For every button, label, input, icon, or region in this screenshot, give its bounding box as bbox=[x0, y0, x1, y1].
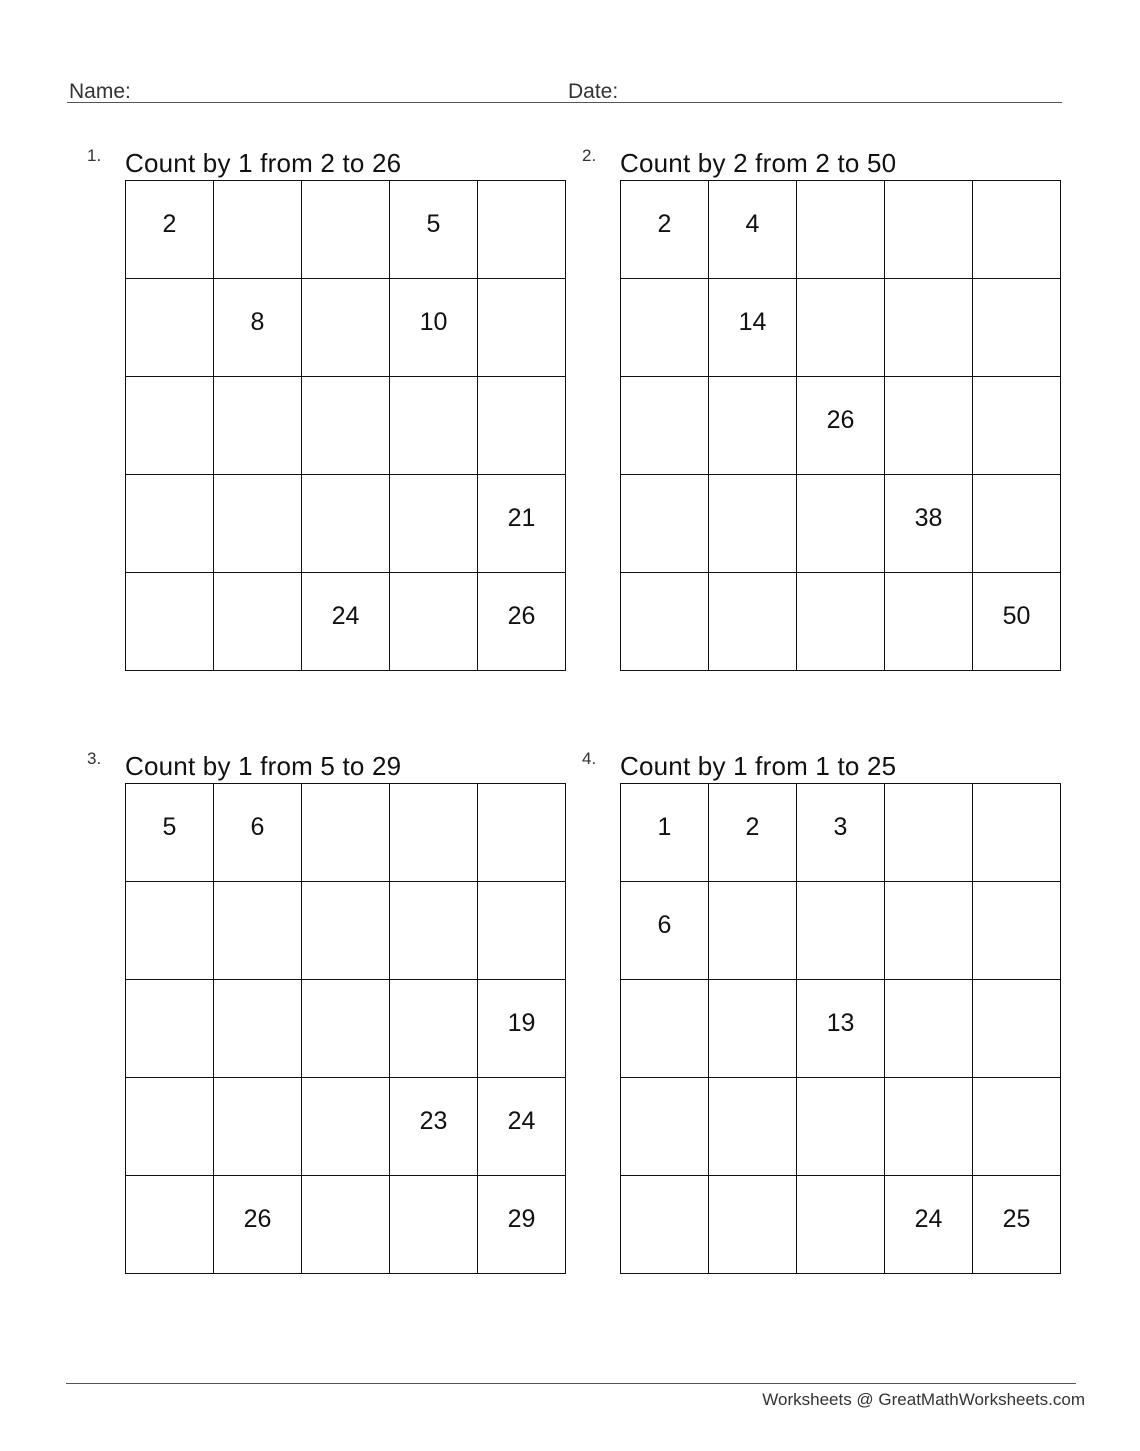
problem-title: Count by 1 from 1 to 25 bbox=[620, 751, 897, 781]
counting-grid bbox=[125, 180, 566, 671]
problem-number: 1. bbox=[87, 146, 102, 165]
grid-cell-blank[interactable] bbox=[885, 784, 973, 882]
grid-cell-blank[interactable] bbox=[885, 1078, 973, 1176]
grid-row bbox=[126, 980, 566, 1078]
footer-divider bbox=[66, 1383, 1076, 1384]
grid-cell-blank[interactable] bbox=[709, 882, 797, 980]
grid-cell-blank[interactable] bbox=[797, 573, 885, 671]
grid-cell-blank[interactable] bbox=[214, 573, 302, 671]
date-label: Date: bbox=[568, 80, 619, 103]
grid-row bbox=[126, 279, 566, 377]
grid-cell: 6 bbox=[214, 784, 302, 882]
grid-cell-blank[interactable] bbox=[478, 784, 566, 882]
grid-cell-blank[interactable] bbox=[621, 1078, 709, 1176]
grid-cell-blank[interactable] bbox=[973, 475, 1061, 573]
grid-cell-blank[interactable] bbox=[973, 377, 1061, 475]
grid-cell-blank[interactable] bbox=[621, 475, 709, 573]
grid-cell-blank[interactable] bbox=[390, 882, 478, 980]
grid-cell: 50 bbox=[973, 573, 1061, 671]
grid-row bbox=[621, 1176, 1061, 1274]
grid-cell: 2 bbox=[621, 181, 709, 279]
counting-grid bbox=[125, 783, 566, 1274]
grid-cell-blank[interactable] bbox=[885, 980, 973, 1078]
grid-cell-blank[interactable] bbox=[302, 279, 390, 377]
grid-cell: 6 bbox=[621, 882, 709, 980]
grid-cell: 19 bbox=[478, 980, 566, 1078]
grid-row bbox=[621, 279, 1061, 377]
grid-cell-blank[interactable] bbox=[709, 475, 797, 573]
grid-cell-blank[interactable] bbox=[126, 377, 214, 475]
grid-cell: 25 bbox=[973, 1176, 1061, 1274]
grid-cell: 10 bbox=[390, 279, 478, 377]
grid-cell: 1 bbox=[621, 784, 709, 882]
grid-cell-blank[interactable] bbox=[709, 573, 797, 671]
grid-cell: 38 bbox=[885, 475, 973, 573]
grid-cell-blank[interactable] bbox=[302, 475, 390, 573]
grid-cell-blank[interactable] bbox=[709, 377, 797, 475]
grid-row bbox=[126, 1078, 566, 1176]
grid-cell-blank[interactable] bbox=[214, 377, 302, 475]
grid-cell-blank[interactable] bbox=[797, 475, 885, 573]
grid-cell-blank[interactable] bbox=[797, 882, 885, 980]
grid-cell-blank[interactable] bbox=[214, 980, 302, 1078]
grid-cell-blank[interactable] bbox=[390, 475, 478, 573]
grid-cell-blank[interactable] bbox=[126, 279, 214, 377]
grid-cell-blank[interactable] bbox=[126, 1078, 214, 1176]
grid-cell: 2 bbox=[709, 784, 797, 882]
grid-cell: 23 bbox=[390, 1078, 478, 1176]
grid-cell-blank[interactable] bbox=[302, 784, 390, 882]
grid-cell-blank[interactable] bbox=[709, 1078, 797, 1176]
grid-cell: 24 bbox=[478, 1078, 566, 1176]
grid-row bbox=[621, 377, 1061, 475]
grid-row bbox=[126, 882, 566, 980]
footer-credit: Worksheets @ GreatMathWorksheets.com bbox=[762, 1390, 1085, 1409]
grid-cell: 2 bbox=[126, 181, 214, 279]
grid-cell-blank[interactable] bbox=[302, 1176, 390, 1274]
grid-cell-blank[interactable] bbox=[478, 377, 566, 475]
grid-cell-blank[interactable] bbox=[885, 377, 973, 475]
grid-row bbox=[621, 573, 1061, 671]
grid-cell-blank[interactable] bbox=[126, 1176, 214, 1274]
grid-cell-blank[interactable] bbox=[302, 1078, 390, 1176]
grid-row bbox=[621, 181, 1061, 279]
header-divider bbox=[67, 102, 1062, 103]
counting-grid bbox=[620, 783, 1061, 1274]
grid-cell-blank[interactable] bbox=[621, 573, 709, 671]
grid-cell-blank[interactable] bbox=[885, 181, 973, 279]
grid-row bbox=[126, 573, 566, 671]
grid-cell-blank[interactable] bbox=[302, 980, 390, 1078]
grid-cell-blank[interactable] bbox=[797, 1078, 885, 1176]
grid-cell-blank[interactable] bbox=[621, 980, 709, 1078]
grid-cell: 26 bbox=[478, 573, 566, 671]
grid-cell-blank[interactable] bbox=[621, 279, 709, 377]
problem-number: 2. bbox=[582, 146, 597, 165]
grid-cell-blank[interactable] bbox=[797, 279, 885, 377]
grid-cell: 5 bbox=[390, 181, 478, 279]
grid-cell: 13 bbox=[797, 980, 885, 1078]
grid-cell-blank[interactable] bbox=[302, 181, 390, 279]
grid-row bbox=[621, 1078, 1061, 1176]
grid-row bbox=[621, 475, 1061, 573]
grid-cell-blank[interactable] bbox=[390, 573, 478, 671]
grid-cell: 14 bbox=[709, 279, 797, 377]
grid-cell-blank[interactable] bbox=[973, 279, 1061, 377]
grid-cell-blank[interactable] bbox=[126, 573, 214, 671]
grid-cell-blank[interactable] bbox=[126, 475, 214, 573]
grid-cell-blank[interactable] bbox=[973, 181, 1061, 279]
grid-cell-blank[interactable] bbox=[621, 377, 709, 475]
counting-grid bbox=[620, 180, 1061, 671]
problem-title: Count by 2 from 2 to 50 bbox=[620, 148, 897, 178]
grid-cell-blank[interactable] bbox=[302, 377, 390, 475]
grid-cell: 3 bbox=[797, 784, 885, 882]
grid-cell-blank[interactable] bbox=[885, 573, 973, 671]
grid-cell-blank[interactable] bbox=[214, 181, 302, 279]
problem-number: 4. bbox=[582, 749, 597, 768]
grid-cell-blank[interactable] bbox=[973, 980, 1061, 1078]
grid-cell-blank[interactable] bbox=[302, 882, 390, 980]
grid-cell: 4 bbox=[709, 181, 797, 279]
name-label: Name: bbox=[69, 80, 131, 103]
grid-cell-blank[interactable] bbox=[797, 1176, 885, 1274]
grid-cell-blank[interactable] bbox=[621, 1176, 709, 1274]
grid-cell: 29 bbox=[478, 1176, 566, 1274]
grid-row bbox=[126, 784, 566, 882]
grid-cell-blank[interactable] bbox=[478, 181, 566, 279]
grid-cell-blank[interactable] bbox=[709, 1176, 797, 1274]
grid-cell: 8 bbox=[214, 279, 302, 377]
grid-row bbox=[126, 475, 566, 573]
grid-cell-blank[interactable] bbox=[390, 377, 478, 475]
grid-row bbox=[126, 1176, 566, 1274]
problem-number: 3. bbox=[87, 749, 102, 768]
grid-cell-blank[interactable] bbox=[885, 279, 973, 377]
grid-cell-blank[interactable] bbox=[973, 784, 1061, 882]
grid-cell-blank[interactable] bbox=[973, 1078, 1061, 1176]
grid-row bbox=[621, 784, 1061, 882]
grid-cell: 26 bbox=[797, 377, 885, 475]
grid-cell-blank[interactable] bbox=[709, 980, 797, 1078]
grid-cell-blank[interactable] bbox=[126, 882, 214, 980]
grid-cell-blank[interactable] bbox=[214, 475, 302, 573]
problem-title: Count by 1 from 2 to 26 bbox=[125, 148, 402, 178]
grid-cell-blank[interactable] bbox=[797, 181, 885, 279]
grid-cell-blank[interactable] bbox=[478, 882, 566, 980]
grid-cell-blank[interactable] bbox=[390, 784, 478, 882]
grid-cell-blank[interactable] bbox=[126, 980, 214, 1078]
grid-cell-blank[interactable] bbox=[885, 882, 973, 980]
grid-cell: 24 bbox=[302, 573, 390, 671]
grid-row bbox=[621, 980, 1061, 1078]
grid-cell: 5 bbox=[126, 784, 214, 882]
grid-cell-blank[interactable] bbox=[390, 1176, 478, 1274]
grid-cell-blank[interactable] bbox=[390, 980, 478, 1078]
grid-cell: 26 bbox=[214, 1176, 302, 1274]
grid-cell-blank[interactable] bbox=[478, 279, 566, 377]
problem-title: Count by 1 from 5 to 29 bbox=[125, 751, 402, 781]
grid-row bbox=[126, 377, 566, 475]
grid-cell: 24 bbox=[885, 1176, 973, 1274]
grid-cell-blank[interactable] bbox=[214, 882, 302, 980]
grid-cell: 21 bbox=[478, 475, 566, 573]
grid-cell-blank[interactable] bbox=[214, 1078, 302, 1176]
grid-row bbox=[621, 882, 1061, 980]
grid-cell-blank[interactable] bbox=[973, 882, 1061, 980]
grid-row bbox=[126, 181, 566, 279]
